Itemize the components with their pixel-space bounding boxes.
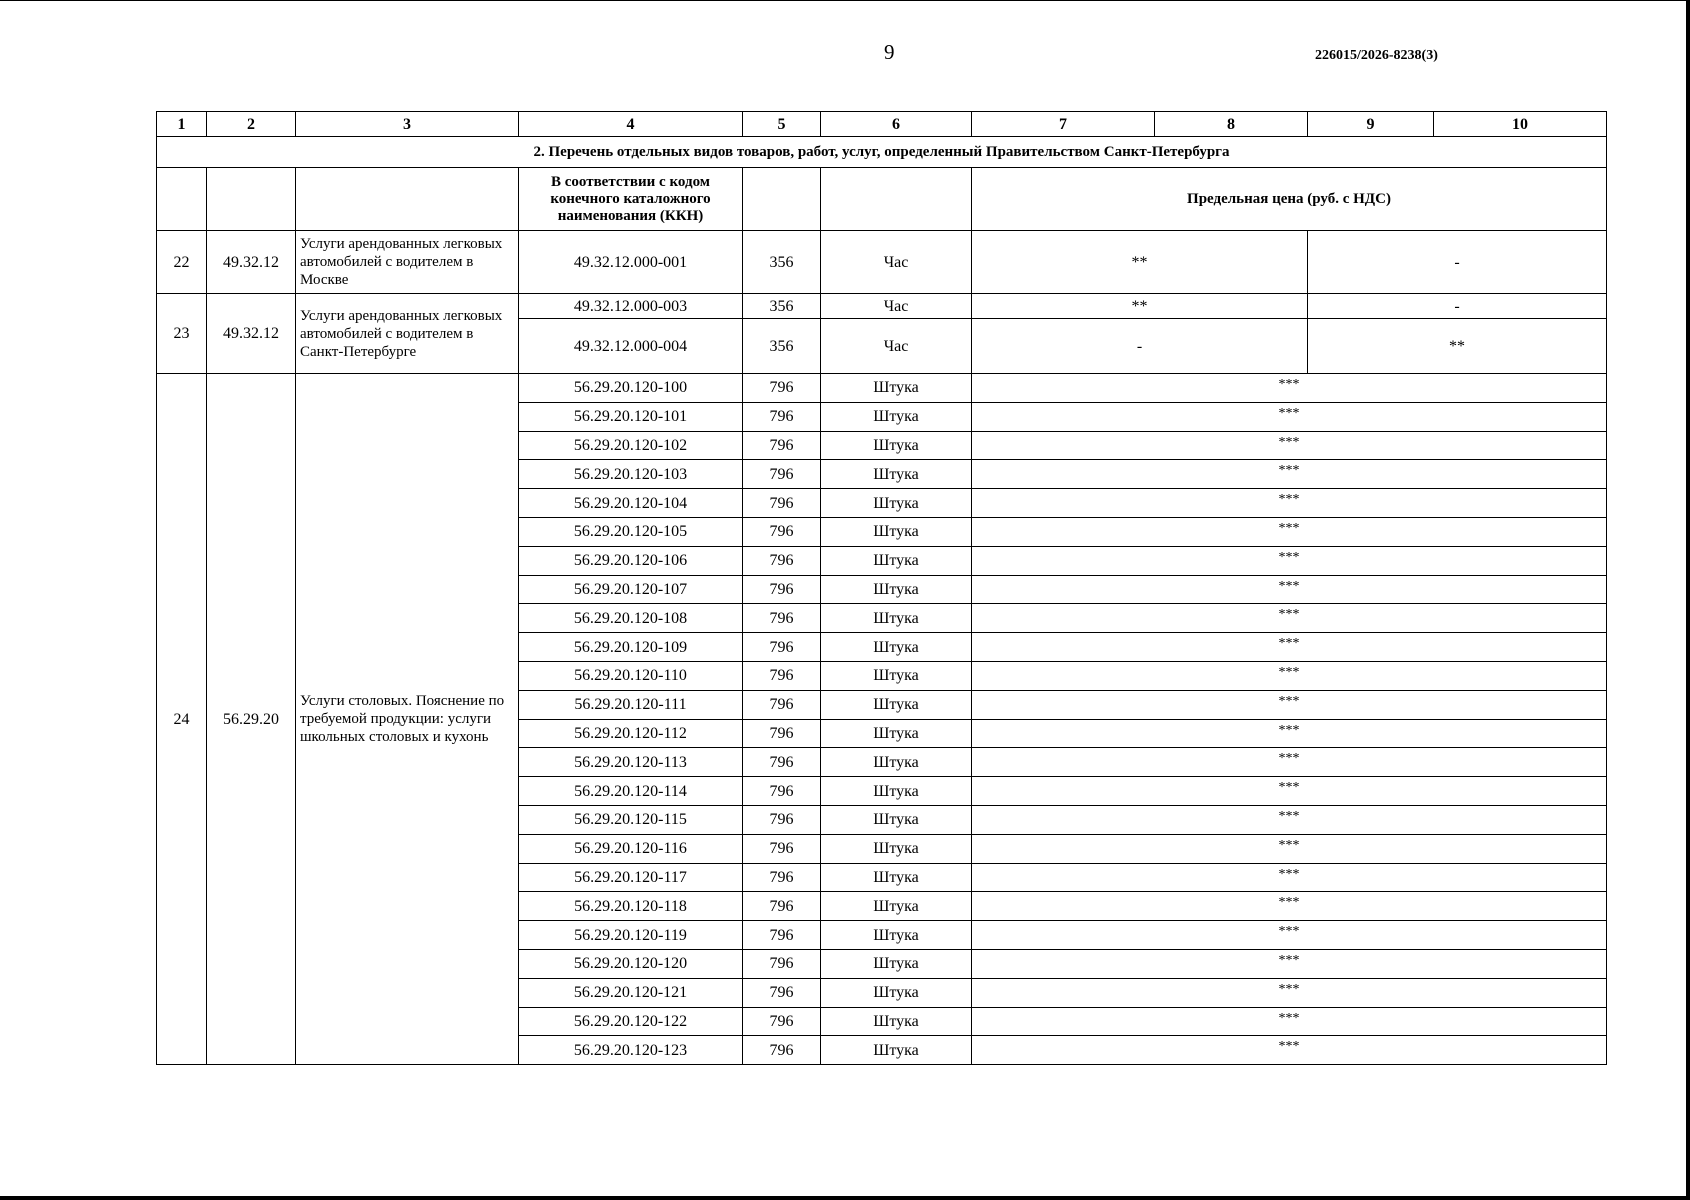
price-spb: - <box>1308 294 1607 319</box>
okei-code: 796 <box>743 374 821 403</box>
price: *** <box>972 460 1607 489</box>
price-spb: - <box>1308 231 1607 294</box>
unit: Штука <box>821 690 972 719</box>
kkn-code: 56.29.20.120-116 <box>519 834 743 863</box>
unit: Штука <box>821 633 972 662</box>
okei-code: 796 <box>743 604 821 633</box>
column-header-row <box>157 168 1607 231</box>
col-number: 7 <box>972 112 1155 137</box>
kkn-code: 56.29.20.120-111 <box>519 690 743 719</box>
kkn-code: 56.29.20.120-106 <box>519 546 743 575</box>
kkn-code: 56.29.20.120-104 <box>519 489 743 518</box>
table-row <box>157 374 1607 403</box>
unit: Штука <box>821 575 972 604</box>
kkn-code: 56.29.20.120-121 <box>519 978 743 1007</box>
okei-code: 356 <box>743 294 821 319</box>
unit: Штука <box>821 805 972 834</box>
price-limits-table <box>156 111 1607 1065</box>
unit: Штука <box>821 546 972 575</box>
price: *** <box>972 489 1607 518</box>
price: *** <box>972 719 1607 748</box>
price-moscow: - <box>972 319 1308 374</box>
kkn-code: 56.29.20.120-114 <box>519 777 743 806</box>
unit: Штука <box>821 921 972 950</box>
okei-code: 796 <box>743 690 821 719</box>
kkn-code: 49.32.12.000-003 <box>519 294 743 319</box>
unit: Штука <box>821 978 972 1007</box>
unit: Час <box>821 319 972 374</box>
okei-code: 796 <box>743 489 821 518</box>
okei-code: 796 <box>743 748 821 777</box>
empty-cell <box>207 168 296 231</box>
row-number: 23 <box>157 294 207 374</box>
okei-code: 796 <box>743 921 821 950</box>
price: *** <box>972 777 1607 806</box>
okei-code: 796 <box>743 546 821 575</box>
col-number: 5 <box>743 112 821 137</box>
unit: Штука <box>821 374 972 403</box>
unit: Час <box>821 231 972 294</box>
unit: Час <box>821 294 972 319</box>
kkn-code: 49.32.12.000-001 <box>519 231 743 294</box>
okei-code: 356 <box>743 231 821 294</box>
price-spb: ** <box>1308 319 1607 374</box>
kkn-code: 56.29.20.120-115 <box>519 805 743 834</box>
price-moscow: ** <box>972 294 1308 319</box>
price: *** <box>972 978 1607 1007</box>
okei-code: 796 <box>743 863 821 892</box>
kkn-code: 56.29.20.120-108 <box>519 604 743 633</box>
unit: Штука <box>821 949 972 978</box>
price: *** <box>972 1036 1607 1065</box>
unit: Штука <box>821 661 972 690</box>
price: *** <box>972 546 1607 575</box>
empty-cell <box>296 168 519 231</box>
unit: Штука <box>821 489 972 518</box>
okei-code: 796 <box>743 949 821 978</box>
unit: Штука <box>821 719 972 748</box>
empty-cell <box>743 168 821 231</box>
kkn-header: В соответствии с кодом конечного каталожного наименования (ККН) <box>519 168 743 231</box>
okei-code: 796 <box>743 575 821 604</box>
col-number: 6 <box>821 112 972 137</box>
price: *** <box>972 431 1607 460</box>
col-number: 3 <box>296 112 519 137</box>
col-number: 1 <box>157 112 207 137</box>
okei-code: 796 <box>743 834 821 863</box>
col-number: 4 <box>519 112 743 137</box>
price: *** <box>972 1007 1607 1036</box>
kkn-code: 56.29.20.120-109 <box>519 633 743 662</box>
unit: Штука <box>821 604 972 633</box>
unit: Штука <box>821 834 972 863</box>
unit: Штука <box>821 748 972 777</box>
unit: Штука <box>821 460 972 489</box>
unit: Штука <box>821 1007 972 1036</box>
scan-border-bottom <box>0 1196 1690 1200</box>
price: *** <box>972 604 1607 633</box>
okei-code: 356 <box>743 319 821 374</box>
price: *** <box>972 892 1607 921</box>
scan-border-right <box>1686 0 1690 1200</box>
kkn-code: 56.29.20.120-107 <box>519 575 743 604</box>
unit: Штука <box>821 1036 972 1065</box>
okei-code: 796 <box>743 661 821 690</box>
unit: Штука <box>821 892 972 921</box>
okpd-code: 49.32.12 <box>207 294 296 374</box>
page-number: 9 <box>884 40 895 64</box>
unit: Штука <box>821 517 972 546</box>
okei-code: 796 <box>743 460 821 489</box>
col-number: 9 <box>1308 112 1434 137</box>
col-number: 8 <box>1155 112 1308 137</box>
price: *** <box>972 575 1607 604</box>
kkn-code: 56.29.20.120-123 <box>519 1036 743 1065</box>
price-moscow: ** <box>972 231 1308 294</box>
okei-code: 796 <box>743 517 821 546</box>
price: *** <box>972 374 1607 403</box>
row-number: 22 <box>157 231 207 294</box>
okei-code: 796 <box>743 1007 821 1036</box>
price: *** <box>972 402 1607 431</box>
kkn-code: 56.29.20.120-112 <box>519 719 743 748</box>
unit: Штука <box>821 777 972 806</box>
price: *** <box>972 748 1607 777</box>
kkn-code: 56.29.20.120-103 <box>519 460 743 489</box>
kkn-code: 56.29.20.120-110 <box>519 661 743 690</box>
item-name: Услуги арендованных легковых автомобилей с водителем в Санкт-Петербурге <box>296 294 519 374</box>
okei-code: 796 <box>743 892 821 921</box>
okei-code: 796 <box>743 805 821 834</box>
table-row <box>157 294 1607 319</box>
section-title: 2. Перечень отдельных видов товаров, работ, услуг, определенный Правительством Санкт-Петербурга <box>157 137 1607 168</box>
kkn-code: 56.29.20.120-119 <box>519 921 743 950</box>
kkn-code: 49.32.12.000-004 <box>519 319 743 374</box>
okei-code: 796 <box>743 402 821 431</box>
empty-cell <box>821 168 972 231</box>
okpd-code: 49.32.12 <box>207 231 296 294</box>
item-name: Услуги арендованных легковых автомобилей с водителем в Москве <box>296 231 519 294</box>
price: *** <box>972 661 1607 690</box>
price-header: Предельная цена (руб. с НДС) <box>972 168 1607 231</box>
column-number-row <box>157 112 1607 137</box>
price: *** <box>972 921 1607 950</box>
document-id: 226015/2026-8238(3) <box>1315 48 1438 63</box>
okpd-code: 56.29.20 <box>207 374 296 1065</box>
okei-code: 796 <box>743 633 821 662</box>
section-title-row <box>157 137 1607 168</box>
kkn-code: 56.29.20.120-101 <box>519 402 743 431</box>
okei-code: 796 <box>743 1036 821 1065</box>
col-number: 10 <box>1434 112 1607 137</box>
price: *** <box>972 517 1607 546</box>
price: *** <box>972 949 1607 978</box>
price: *** <box>972 690 1607 719</box>
kkn-code: 56.29.20.120-105 <box>519 517 743 546</box>
price: *** <box>972 633 1607 662</box>
kkn-code: 56.29.20.120-117 <box>519 863 743 892</box>
unit: Штука <box>821 863 972 892</box>
unit: Штука <box>821 431 972 460</box>
kkn-code: 56.29.20.120-100 <box>519 374 743 403</box>
okei-code: 796 <box>743 431 821 460</box>
kkn-code: 56.29.20.120-120 <box>519 949 743 978</box>
col-number: 2 <box>207 112 296 137</box>
okei-code: 796 <box>743 719 821 748</box>
okei-code: 796 <box>743 777 821 806</box>
okei-code: 796 <box>743 978 821 1007</box>
kkn-code: 56.29.20.120-122 <box>519 1007 743 1036</box>
kkn-code: 56.29.20.120-118 <box>519 892 743 921</box>
unit: Штука <box>821 402 972 431</box>
price: *** <box>972 863 1607 892</box>
table-row <box>157 231 1607 294</box>
scan-border-top <box>0 0 1690 1</box>
kkn-code: 56.29.20.120-113 <box>519 748 743 777</box>
empty-cell <box>157 168 207 231</box>
row-number: 24 <box>157 374 207 1065</box>
price: *** <box>972 805 1607 834</box>
kkn-code: 56.29.20.120-102 <box>519 431 743 460</box>
item-name: Услуги столовых. Пояснение по требуемой продукции: услуги школьных столовых и кухонь <box>296 374 519 1065</box>
price: *** <box>972 834 1607 863</box>
